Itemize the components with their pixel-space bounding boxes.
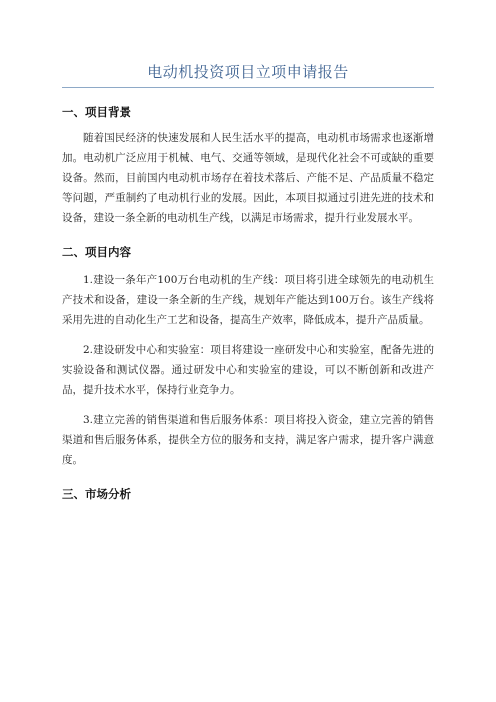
title-divider — [62, 87, 434, 88]
section-heading: 二、项目内容 — [62, 245, 131, 259]
section-project-content — [62, 244, 434, 470]
section-heading: 三、市场分析 — [62, 487, 131, 501]
section-market-analysis — [62, 486, 434, 502]
document-title: 电动机投资项目立项申请报告 — [147, 63, 349, 81]
paragraph: 随着国民经济的快速发展和人民生活水平的提高，电动机市场需求也逐渐增加。电动机广泛应用于机械、电气、交通等领域，是现代化社会不可或缺的重要设备。然而，目前国内电动机市场存在着技术落后、产能不足、产品质量不稳定等问题，严重制约了电动机行业的发展。因此，本项目拟通过引进先进的技术和设备，建设一条全新的电动机生产线，以满足市场需求，提升行业发展水平。 — [62, 132, 434, 224]
paragraph: 3.建立完善的销售渠道和售后服务体系：项目将投入资金，建立完善的销售渠道和售后服务体系，提供全方位的服务和支持，满足客户需求，提升客户满意度。 — [62, 414, 434, 466]
section-project-background — [62, 104, 434, 228]
section-heading: 一、项目背景 — [62, 105, 131, 119]
paragraph: 2.建设研发中心和实验室：项目将建设一座研发中心和实验室，配备先进的实验设备和测试仪器。通过研发中心和实验室的建设，可以不断创新和改进产品，提升技术水平，保持行业竞争力。 — [62, 344, 434, 396]
paragraph: 1.建设一条年产100万台电动机的生产线：项目将引进全球领先的电动机生产技术和设备，建设一条全新的生产线，规划年产能达到100万台。该生产线将采用先进的自动化生产工艺和设备，提高生产效率，降低成本，提升产品质量。 — [62, 274, 434, 326]
